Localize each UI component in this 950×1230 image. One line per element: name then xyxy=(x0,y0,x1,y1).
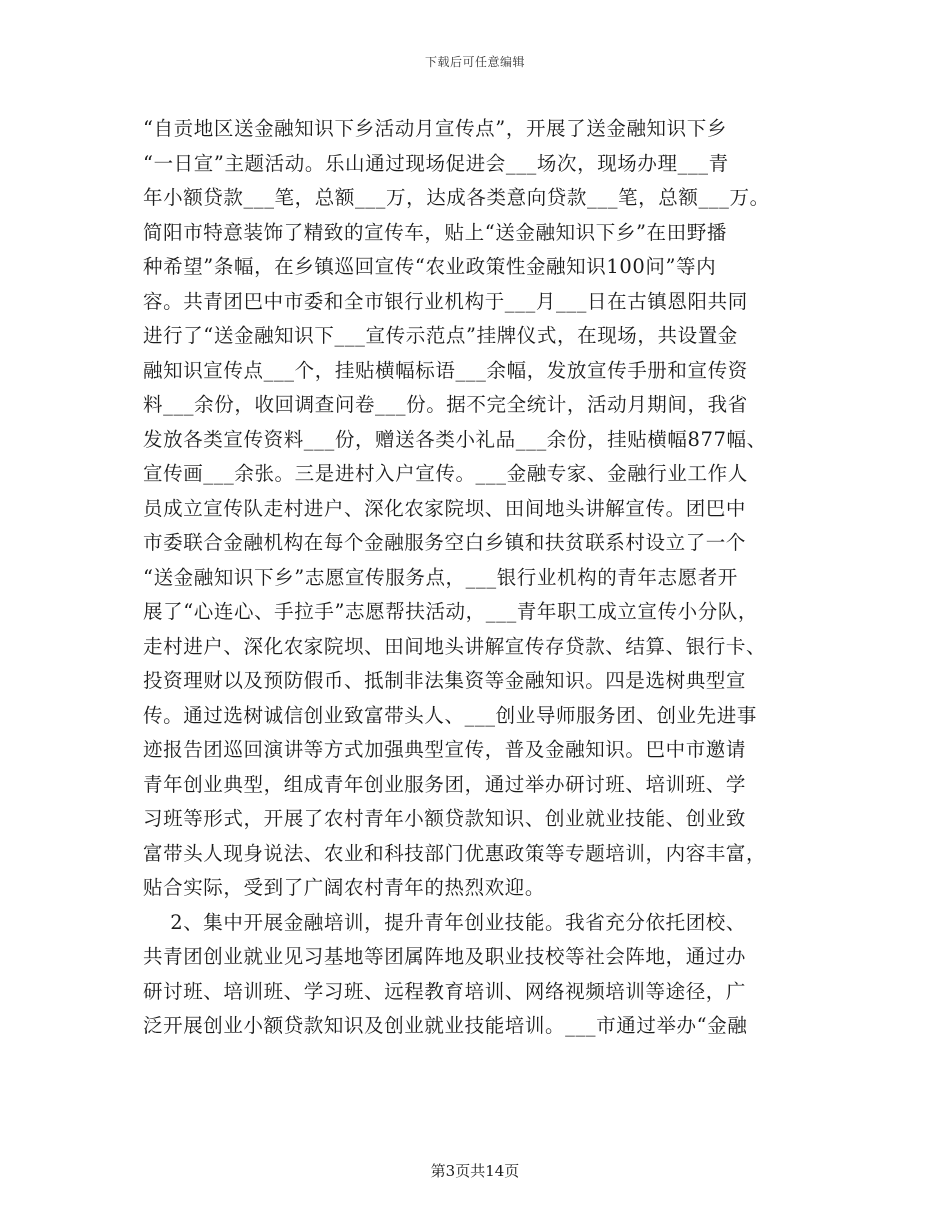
text-line: 贴合实际，受到了广阔农村青年的热烈欢迎。 xyxy=(143,876,546,899)
text-line: 进行了“送金融知识下___宣传示范点”挂牌仪式，在现场，共设置金 xyxy=(143,324,738,347)
text-line: 种希望”条幅，在乡镇巡回宣传“农业政策性金融知识100问”等内 xyxy=(143,255,717,278)
text-line: 年小额贷款___笔，总额___万，达成各类意向贷款___笔，总额___万。 xyxy=(143,186,770,209)
text-line: 投资理财以及预防假币、抵制非法集资等金融知识。四是选树典型宣 xyxy=(143,669,747,692)
text-line: 研讨班、培训班、学习班、远程教育培训、网络视频培训等途径，广 xyxy=(143,979,747,1003)
text-line: 迹报告团巡回演讲等方式加强典型宣传，普及金融知识。巴中市邀请 xyxy=(143,738,747,761)
text-line: 习班等形式，开展了农村青年小额贷款知识、创业就业技能、创业致 xyxy=(143,807,747,830)
page-header-note: 下载后可任意编辑 xyxy=(424,55,525,69)
text-line: 青年创业典型，组成青年创业服务团，通过举办研讨班、培训班、学 xyxy=(143,772,747,796)
text-line: 简阳市特意装饰了精致的宣传车，贴上“送金融知识下乡”在田野播 xyxy=(143,220,727,244)
text-line: 传。通过选树诚信创业致富带头人、___创业导师服务团、创业先进事 xyxy=(143,703,757,727)
text-line: 融知识宣传点___个，挂贴横幅标语___余幅，发放宣传手册和宣传资 xyxy=(143,358,748,382)
text-line: 员成立宣传队走村进户、深化农家院坝、田间地头讲解宣传。团巴中 xyxy=(143,496,747,520)
text-line: “自贡地区送金融知识下乡活动月宣传点”，开展了送金融知识下乡 xyxy=(143,117,727,140)
text-line: 2、集中开展金融培训，提升青年创业技能。我省充分依托团校、 xyxy=(143,910,747,934)
text-line: “一日宣”主题活动。乐山通过现场促进会___场次，现场办理___青 xyxy=(143,151,729,175)
text-line: 泛开展创业小额贷款知识及创业就业技能培训。___市通过举办“金融 xyxy=(143,1014,748,1037)
text-line: 富带头人现身说法、农业和科技部门优惠政策等专题培训，内容丰富， xyxy=(143,841,767,865)
text-line: 容。共青团巴中市委和全市银行业机构于___月___日在古镇恩阳共同 xyxy=(143,289,748,313)
text-line: 走村进户、深化农家院坝、田间地头讲解宣传存贷款、结算、银行卡、 xyxy=(143,634,767,658)
text-line: 料___余份，收回调查问卷___份。据不完全统计，活动月期间，我省 xyxy=(143,393,748,416)
document-body xyxy=(143,112,815,1044)
text-line: “送金融知识下乡”志愿宣传服务点，___银行业机构的青年志愿者开 xyxy=(143,565,738,589)
text-line: 展了“心连心、手拉手”志愿帮扶活动，___青年职工成立宣传小分队， xyxy=(143,600,758,623)
page-number-footer: 第3页共14页 xyxy=(430,1162,520,1180)
text-line: 市委联合金融机构在每个金融服务空白乡镇和扶贫联系村设立了一个 xyxy=(143,531,747,554)
text-line: 宣传画___余张。三是进村入户宣传。___金融专家、金融行业工作人 xyxy=(143,462,748,485)
text-line: 发放各类宣传资料___份，赠送各类小礼品___余份，挂贴横幅877幅、 xyxy=(143,427,767,451)
text-line: 共青团创业就业见习基地等团属阵地及职业技校等社会阵地，通过办 xyxy=(143,945,747,968)
